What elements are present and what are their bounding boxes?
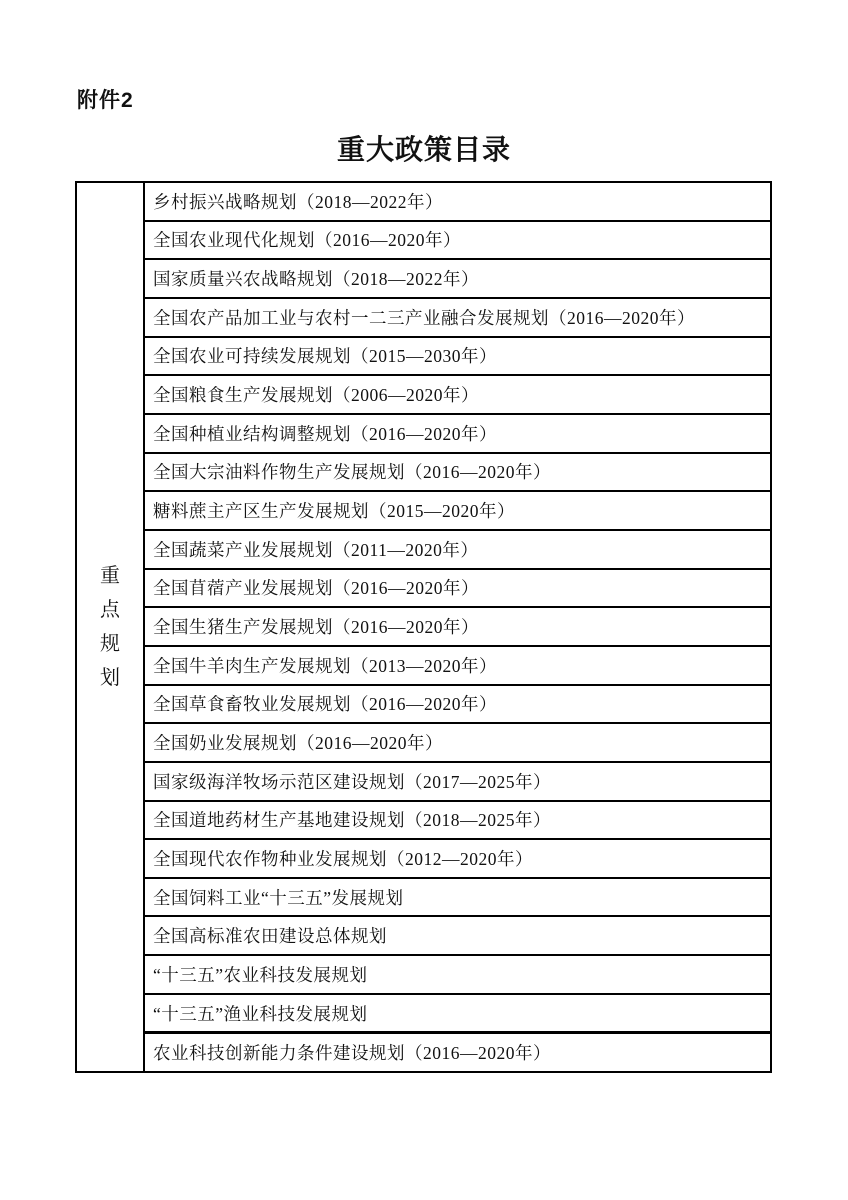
policy-name: 全国粮食生产发展规划（2006—2020年） (153, 385, 479, 406)
table-row (145, 336, 770, 375)
policy-name: “十三五”农业科技发展规划 (153, 964, 368, 985)
category-label: 重点规划 (100, 565, 120, 689)
policy-name: 全国种植业结构调整规划（2016—2020年） (153, 423, 497, 444)
table-row (145, 297, 770, 336)
table-row (145, 800, 770, 839)
attachment-label: 附件2 (77, 89, 134, 112)
table-row (145, 838, 770, 877)
table-row (145, 490, 770, 529)
table-row (145, 684, 770, 723)
policy-name: 全国苜蓿产业发展规划（2016—2020年） (153, 578, 479, 599)
policy-name: 糖料蔗主产区生产发展规划（2015—2020年） (153, 501, 515, 522)
policy-name: 乡村振兴战略规划（2018—2022年） (153, 191, 443, 212)
policy-name: “十三五”渔业科技发展规划 (153, 1003, 368, 1024)
policy-table (75, 181, 772, 1073)
table-row (145, 413, 770, 452)
table-row (145, 954, 770, 993)
table-row (145, 915, 770, 954)
table-row (145, 645, 770, 684)
table-row (145, 877, 770, 916)
policy-name: 农业科技创新能力条件建设规划（2016—2020年） (153, 1043, 551, 1064)
table-row (145, 1031, 770, 1071)
policy-name: 全国农业现代化规划（2016—2020年） (153, 230, 461, 251)
policy-name: 全国大宗油料作物生产发展规划（2016—2020年） (153, 462, 551, 483)
policy-name: 全国奶业发展规划（2016—2020年） (153, 733, 443, 754)
table-row (145, 761, 770, 800)
policy-name: 国家质量兴农战略规划（2018—2022年） (153, 269, 479, 290)
table-rows (145, 183, 770, 1071)
policy-name: 全国道地药材生产基地建设规划（2018—2025年） (153, 810, 551, 831)
table-row (145, 183, 770, 220)
policy-name: 全国牛羊肉生产发展规划（2013—2020年） (153, 655, 497, 676)
policy-name: 全国生猪生产发展规划（2016—2020年） (153, 617, 479, 638)
policy-name: 全国饲料工业“十三五”发展规划 (153, 887, 404, 908)
category-cell (77, 183, 145, 1071)
policy-name: 全国农业可持续发展规划（2015—2030年） (153, 346, 497, 367)
policy-name: 全国蔬菜产业发展规划（2011—2020年） (153, 539, 479, 560)
table-row (145, 568, 770, 607)
policy-name: 全国高标准农田建设总体规划 (153, 926, 387, 947)
table-row (145, 452, 770, 491)
page-title: 重大政策目录 (336, 135, 511, 166)
policy-name: 全国现代农作物种业发展规划（2012—2020年） (153, 848, 533, 869)
table-row (145, 722, 770, 761)
policy-name: 全国草食畜牧业发展规划（2016—2020年） (153, 694, 497, 715)
policy-name: 国家级海洋牧场示范区建设规划（2017—2025年） (153, 771, 551, 792)
table-row (145, 606, 770, 645)
table-row (145, 374, 770, 413)
table-row (145, 993, 770, 1032)
table-row (145, 258, 770, 297)
table-row (145, 220, 770, 259)
policy-name: 全国农产品加工业与农村一二三产业融合发展规划（2016—2020年） (153, 307, 695, 328)
table-row (145, 529, 770, 568)
